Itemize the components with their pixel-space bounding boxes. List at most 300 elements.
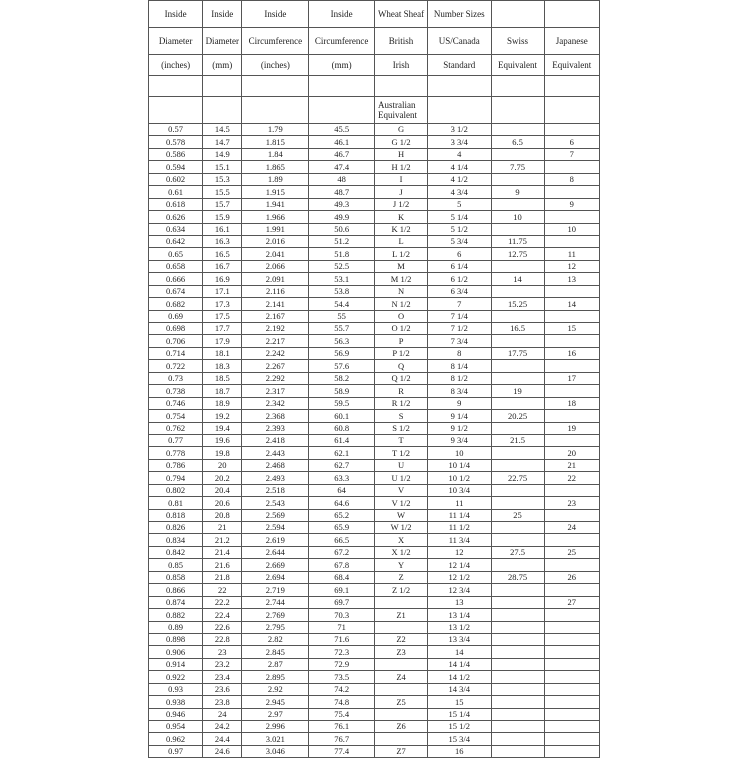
table-cell — [491, 260, 544, 272]
spacer-row — [149, 76, 600, 97]
table-cell: 22.75 — [491, 472, 544, 484]
table-cell: 2.418 — [242, 434, 309, 446]
header-cell: Equivalent — [491, 55, 544, 76]
table-cell: 5 3/4 — [428, 235, 491, 247]
table-row — [149, 173, 600, 185]
empty-cell — [149, 97, 203, 124]
table-cell: 2.518 — [242, 484, 309, 496]
table-cell: 0.618 — [149, 198, 203, 210]
table-cell: 24.2 — [203, 721, 242, 733]
table-cell — [491, 534, 544, 546]
table-cell: 0.746 — [149, 397, 203, 409]
header-cell: US/Canada — [428, 28, 491, 55]
table-cell: 74.8 — [309, 696, 375, 708]
table-cell — [491, 422, 544, 434]
table-cell: 23.2 — [203, 658, 242, 670]
table-row — [149, 248, 600, 260]
table-row — [149, 360, 600, 372]
table-cell: 13 3/4 — [428, 633, 491, 645]
table-cell: 1.89 — [242, 173, 309, 185]
table-cell: 17.1 — [203, 285, 242, 297]
australian-header-row — [149, 97, 600, 124]
table-cell: H — [375, 148, 428, 160]
table-row — [149, 273, 600, 285]
table-cell: 21.2 — [203, 534, 242, 546]
table-cell: Z1 — [375, 609, 428, 621]
table-row — [149, 211, 600, 223]
table-cell: 6 — [544, 136, 599, 148]
table-cell: 2.242 — [242, 347, 309, 359]
table-cell: 2.795 — [242, 621, 309, 633]
table-cell: I — [375, 173, 428, 185]
table-row — [149, 534, 600, 546]
table-cell: 23.4 — [203, 671, 242, 683]
table-cell: 17.3 — [203, 298, 242, 310]
table-cell: 0.786 — [149, 459, 203, 471]
ring-size-chart — [148, 0, 600, 757]
table-cell: 10 — [544, 223, 599, 235]
table-cell: 10 1/2 — [428, 472, 491, 484]
table-cell: 12 3/4 — [428, 584, 491, 596]
australian-equivalent-label: Australian Equivalent — [375, 97, 428, 124]
table-cell: 27.5 — [491, 546, 544, 558]
table-cell: 2.167 — [242, 310, 309, 322]
table-cell: 76.1 — [309, 721, 375, 733]
table-cell: 6 1/2 — [428, 273, 491, 285]
table-cell: V 1/2 — [375, 497, 428, 509]
header-cell: Diameter — [149, 28, 203, 55]
table-cell: 1.815 — [242, 136, 309, 148]
table-cell — [544, 484, 599, 496]
header-row-2 — [149, 28, 600, 55]
table-cell: 15.7 — [203, 198, 242, 210]
table-cell — [544, 646, 599, 658]
header-cell: Circumference — [242, 28, 309, 55]
table-cell: 22.6 — [203, 621, 242, 633]
header-cell: (inches) — [242, 55, 309, 76]
empty-cell — [309, 97, 375, 124]
table-cell: 73.5 — [309, 671, 375, 683]
table-cell: 0.634 — [149, 223, 203, 235]
table-cell: 9 1/4 — [428, 410, 491, 422]
table-cell: 0.93 — [149, 683, 203, 695]
table-row — [149, 472, 600, 484]
table-cell: 48 — [309, 173, 375, 185]
table-cell: 10 1/4 — [428, 459, 491, 471]
table-cell: 17 — [544, 372, 599, 384]
table-cell: 2.895 — [242, 671, 309, 683]
table-cell: 8 — [428, 347, 491, 359]
table-cell: 65.2 — [309, 509, 375, 521]
table-cell: 11 1/4 — [428, 509, 491, 521]
header-row-3 — [149, 55, 600, 76]
table-cell: 14 — [491, 273, 544, 285]
empty-cell — [491, 97, 544, 124]
table-cell: M 1/2 — [375, 273, 428, 285]
table-cell: 13 1/4 — [428, 609, 491, 621]
table-cell — [544, 310, 599, 322]
table-cell: 27 — [544, 596, 599, 608]
table-cell: 13 — [428, 596, 491, 608]
table-cell — [544, 658, 599, 670]
table-cell: 5 — [428, 198, 491, 210]
table-cell: 22.4 — [203, 609, 242, 621]
table-row — [149, 385, 600, 397]
table-cell — [544, 509, 599, 521]
table-cell: 20.6 — [203, 497, 242, 509]
table-cell: 0.706 — [149, 335, 203, 347]
table-cell: R — [375, 385, 428, 397]
table-cell: 49.9 — [309, 211, 375, 223]
table-cell: Z6 — [375, 721, 428, 733]
table-cell: 23.8 — [203, 696, 242, 708]
table-cell: P 1/2 — [375, 347, 428, 359]
table-row — [149, 484, 600, 496]
table-cell: Z2 — [375, 633, 428, 645]
empty-cell — [149, 76, 203, 97]
table-cell: 16.3 — [203, 235, 242, 247]
header-cell — [491, 1, 544, 28]
table-cell: K — [375, 211, 428, 223]
table-cell — [491, 745, 544, 757]
table-cell: W — [375, 509, 428, 521]
table-row — [149, 633, 600, 645]
table-cell: 1.991 — [242, 223, 309, 235]
table-row — [149, 745, 600, 757]
table-cell — [491, 683, 544, 695]
header-row-1 — [149, 1, 600, 28]
table-cell: 21.8 — [203, 571, 242, 583]
table-cell: 63.3 — [309, 472, 375, 484]
table-cell: 21.5 — [491, 434, 544, 446]
table-cell: 15 1/2 — [428, 721, 491, 733]
table-row — [149, 434, 600, 446]
table-cell — [491, 621, 544, 633]
header-cell: Inside — [149, 1, 203, 28]
table-cell: 0.77 — [149, 434, 203, 446]
table-cell: 71.6 — [309, 633, 375, 645]
table-cell: 2.368 — [242, 410, 309, 422]
table-cell — [491, 696, 544, 708]
table-cell: 2.292 — [242, 372, 309, 384]
table-cell: 46.7 — [309, 148, 375, 160]
table-cell: 4 — [428, 148, 491, 160]
table-cell: 59.5 — [309, 397, 375, 409]
table-cell: 18.9 — [203, 397, 242, 409]
table-cell: 0.826 — [149, 522, 203, 534]
table-row — [149, 546, 600, 558]
table-row — [149, 509, 600, 521]
table-cell: X 1/2 — [375, 546, 428, 558]
table-cell: L 1/2 — [375, 248, 428, 260]
table-cell: 9 — [428, 397, 491, 409]
table-cell — [491, 733, 544, 745]
header-cell: Inside — [242, 1, 309, 28]
table-cell: 24.4 — [203, 733, 242, 745]
table-cell: 17.7 — [203, 323, 242, 335]
table-cell: 5 1/2 — [428, 223, 491, 235]
table-cell: 0.81 — [149, 497, 203, 509]
table-cell: 18 — [544, 397, 599, 409]
table-cell: 14 1/4 — [428, 658, 491, 670]
table-cell: 2.644 — [242, 546, 309, 558]
table-cell: Z4 — [375, 671, 428, 683]
table-cell: 12 — [544, 260, 599, 272]
table-cell: 8 — [544, 173, 599, 185]
table-cell: Z 1/2 — [375, 584, 428, 596]
table-cell: 17.5 — [203, 310, 242, 322]
table-cell: 58.9 — [309, 385, 375, 397]
table-cell: Z — [375, 571, 428, 583]
table-cell: 2.594 — [242, 522, 309, 534]
table-cell — [491, 708, 544, 720]
empty-cell — [428, 97, 491, 124]
empty-cell — [242, 76, 309, 97]
header-cell: British — [375, 28, 428, 55]
table-cell — [491, 360, 544, 372]
table-cell — [544, 696, 599, 708]
table-cell: 0.882 — [149, 609, 203, 621]
table-cell: 0.73 — [149, 372, 203, 384]
table-cell: 7 1/2 — [428, 323, 491, 335]
table-cell: 2.342 — [242, 397, 309, 409]
table-cell: 56.9 — [309, 347, 375, 359]
table-cell — [544, 285, 599, 297]
table-cell: 75.4 — [309, 708, 375, 720]
table-cell: 0.65 — [149, 248, 203, 260]
table-cell: 0.698 — [149, 323, 203, 335]
table-cell — [491, 198, 544, 210]
table-cell: 2.116 — [242, 285, 309, 297]
table-cell: 76.7 — [309, 733, 375, 745]
table-cell: 0.802 — [149, 484, 203, 496]
table-cell: R 1/2 — [375, 397, 428, 409]
table-cell: 2.041 — [242, 248, 309, 260]
table-cell: 68.4 — [309, 571, 375, 583]
table-cell: 12 1/4 — [428, 559, 491, 571]
table-cell: 10 3/4 — [428, 484, 491, 496]
table-cell — [544, 733, 599, 745]
table-cell: 67.8 — [309, 559, 375, 571]
table-cell: 22.8 — [203, 633, 242, 645]
table-row — [149, 571, 600, 583]
table-cell: 6 3/4 — [428, 285, 491, 297]
table-cell: 7.75 — [491, 161, 544, 173]
table-cell — [544, 633, 599, 645]
table-cell: 3 3/4 — [428, 136, 491, 148]
table-cell: 25 — [544, 546, 599, 558]
table-cell: 0.738 — [149, 385, 203, 397]
table-cell — [544, 335, 599, 347]
table-cell: 69.1 — [309, 584, 375, 596]
header-cell: Wheat Sheaf — [375, 1, 428, 28]
table-cell: Q 1/2 — [375, 372, 428, 384]
table-cell: 47.4 — [309, 161, 375, 173]
table-cell: 0.626 — [149, 211, 203, 223]
header-cell — [544, 1, 599, 28]
table-cell — [491, 596, 544, 608]
table-cell: 16 — [544, 347, 599, 359]
table-cell: 69.7 — [309, 596, 375, 608]
table-cell: W 1/2 — [375, 522, 428, 534]
table-row — [149, 186, 600, 198]
table-cell: 20.8 — [203, 509, 242, 521]
table-row — [149, 335, 600, 347]
table-cell: 0.938 — [149, 696, 203, 708]
table-row — [149, 323, 600, 335]
table-row — [149, 522, 600, 534]
table-cell: 62.7 — [309, 459, 375, 471]
table-cell — [491, 459, 544, 471]
table-cell — [544, 745, 599, 757]
table-cell: 0.642 — [149, 235, 203, 247]
header-cell: Japanese — [544, 28, 599, 55]
table-cell — [375, 596, 428, 608]
table-cell: 14.9 — [203, 148, 242, 160]
header-cell: Irish — [375, 55, 428, 76]
table-cell: 0.946 — [149, 708, 203, 720]
header-cell: Circumference — [309, 28, 375, 55]
table-row — [149, 733, 600, 745]
table-cell: 0.922 — [149, 671, 203, 683]
table-cell: 2.744 — [242, 596, 309, 608]
table-cell: 74.2 — [309, 683, 375, 695]
table-row — [149, 559, 600, 571]
table-cell: 7 — [428, 298, 491, 310]
table-cell: 0.914 — [149, 658, 203, 670]
table-row — [149, 696, 600, 708]
table-cell: 0.794 — [149, 472, 203, 484]
header-cell: Swiss — [491, 28, 544, 55]
table-cell: Z7 — [375, 745, 428, 757]
table-cell: 70.3 — [309, 609, 375, 621]
table-cell: 18.3 — [203, 360, 242, 372]
table-cell: 24 — [544, 522, 599, 534]
table-cell: 12 — [428, 546, 491, 558]
table-cell: 7 — [544, 148, 599, 160]
table-cell — [544, 161, 599, 173]
table-cell: 12.75 — [491, 248, 544, 260]
empty-cell — [203, 76, 242, 97]
table-cell: 10 — [428, 447, 491, 459]
table-cell: H 1/2 — [375, 161, 428, 173]
table-cell: 2.443 — [242, 447, 309, 459]
table-cell — [491, 310, 544, 322]
table-cell: 24 — [203, 708, 242, 720]
table-cell — [375, 733, 428, 745]
table-cell — [544, 410, 599, 422]
table-cell: 11 — [544, 248, 599, 260]
table-cell: 2.845 — [242, 646, 309, 658]
table-cell: G — [375, 124, 428, 136]
table-cell: 3.046 — [242, 745, 309, 757]
table-row — [149, 397, 600, 409]
table-cell: 0.858 — [149, 571, 203, 583]
table-cell — [544, 559, 599, 571]
table-cell: J — [375, 186, 428, 198]
table-row — [149, 459, 600, 471]
table-cell: 2.619 — [242, 534, 309, 546]
table-cell: 0.866 — [149, 584, 203, 596]
table-cell: 15.5 — [203, 186, 242, 198]
table-cell — [544, 360, 599, 372]
table-cell: 6 — [428, 248, 491, 260]
table-row — [149, 721, 600, 733]
table-row — [149, 235, 600, 247]
header-cell: Number Sizes — [428, 1, 491, 28]
table-cell: 72.9 — [309, 658, 375, 670]
header-cell: Inside — [203, 1, 242, 28]
table-cell: 2.97 — [242, 708, 309, 720]
table-cell: 45.5 — [309, 124, 375, 136]
table-cell: 18.1 — [203, 347, 242, 359]
table-cell: U — [375, 459, 428, 471]
table-cell — [544, 584, 599, 596]
table-cell: 56.3 — [309, 335, 375, 347]
table-row — [149, 609, 600, 621]
table-cell: 0.954 — [149, 721, 203, 733]
table-cell: 0.69 — [149, 310, 203, 322]
table-cell: 15.25 — [491, 298, 544, 310]
table-cell: 58.2 — [309, 372, 375, 384]
header-cell: Standard — [428, 55, 491, 76]
table-cell — [491, 223, 544, 235]
table-cell — [491, 148, 544, 160]
table-cell: 0.818 — [149, 509, 203, 521]
table-cell: 60.8 — [309, 422, 375, 434]
table-cell: 52.5 — [309, 260, 375, 272]
table-cell: 1.941 — [242, 198, 309, 210]
header-cell: (mm) — [203, 55, 242, 76]
table-cell: K 1/2 — [375, 223, 428, 235]
table-cell: 15 — [428, 696, 491, 708]
empty-cell — [491, 76, 544, 97]
table-cell: 24.6 — [203, 745, 242, 757]
table-cell: Y — [375, 559, 428, 571]
table-cell: 0.61 — [149, 186, 203, 198]
table-cell: 71 — [309, 621, 375, 633]
table-cell — [491, 335, 544, 347]
table-row — [149, 708, 600, 720]
table-cell: 0.594 — [149, 161, 203, 173]
table-row — [149, 285, 600, 297]
table-row — [149, 497, 600, 509]
empty-cell — [544, 76, 599, 97]
table-cell: 2.769 — [242, 609, 309, 621]
table-cell — [544, 434, 599, 446]
table-cell: 4 1/2 — [428, 173, 491, 185]
table-cell: 16.9 — [203, 273, 242, 285]
table-cell: T — [375, 434, 428, 446]
table-cell: 0.89 — [149, 621, 203, 633]
table-cell: 22 — [544, 472, 599, 484]
table-cell: 66.5 — [309, 534, 375, 546]
table-cell: 15 — [544, 323, 599, 335]
table-cell: 61.4 — [309, 434, 375, 446]
table-cell: Z3 — [375, 646, 428, 658]
table-cell: 2.066 — [242, 260, 309, 272]
table-cell — [491, 285, 544, 297]
table-cell: 23 — [203, 646, 242, 658]
table-cell: 17.75 — [491, 347, 544, 359]
table-cell: U 1/2 — [375, 472, 428, 484]
table-cell: 2.016 — [242, 235, 309, 247]
table-cell: 0.586 — [149, 148, 203, 160]
table-cell: 4 3/4 — [428, 186, 491, 198]
table-cell: X — [375, 534, 428, 546]
table-cell: 2.996 — [242, 721, 309, 733]
table-cell — [491, 522, 544, 534]
